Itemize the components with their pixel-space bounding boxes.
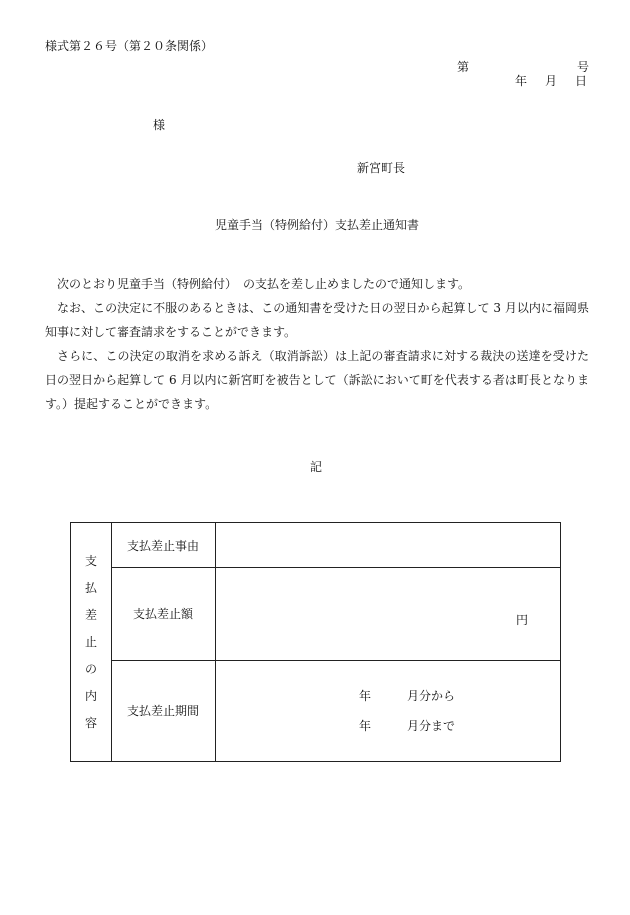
date-month-label: 月: [544, 74, 557, 88]
recipient-suffix: 様: [153, 118, 166, 132]
heading-char: 内: [84, 688, 97, 703]
date-year-label: 年: [514, 74, 527, 88]
ki-heading: 記: [310, 460, 323, 474]
period-to-month: 月分まで: [407, 719, 456, 733]
notice-body: [45, 272, 589, 416]
heading-char: 支: [84, 553, 97, 568]
amount-label: 支払差止額: [132, 607, 193, 621]
lawsuit-paragraph: さらに、この決定の取消を求める訴え（取消訴訟）は上記の審査請求に対する裁決の送達を受けた日の翌日から起算して 6 月以内に新宮町を被告として（訴訟において町を代表する者は町長となります。）提起することができます。: [45, 349, 589, 411]
period-to-year: 年: [359, 719, 372, 733]
details-vertical-heading: [71, 523, 111, 761]
issue-date: [515, 72, 587, 89]
reason-label: 支払差止事由: [126, 538, 199, 553]
period-from-month: 月分から: [407, 689, 456, 703]
heading-char: 止: [84, 634, 97, 649]
document-title: 児童手当（特例給付）支払差止通知書: [215, 218, 420, 232]
amount-unit: 円: [516, 613, 529, 627]
form-number: 様式第２６号（第２０条関係）: [45, 39, 214, 53]
heading-char: 払: [84, 580, 97, 595]
document-number-suffix: 号: [577, 60, 590, 74]
heading-char: 容: [84, 715, 97, 730]
sender-name: 新宮町長: [357, 161, 406, 175]
period-label: 支払差止期間: [126, 704, 199, 718]
period-from-year: 年: [359, 689, 372, 703]
document-number-prefix: 第: [457, 60, 470, 74]
heading-char: 差: [84, 607, 97, 622]
heading-char: の: [84, 661, 97, 676]
suspension-details-table: [70, 522, 561, 762]
table-divider: [215, 523, 216, 761]
appeal-paragraph: なお、この決定に不服のあるときは、この通知書を受けた日の翌日から起算して 3 月以内に福岡県知事に対して審査請求をすることができます。: [45, 301, 589, 339]
date-day-label: 日: [574, 74, 587, 88]
notice-paragraph: 次のとおり児童手当（特例給付） の支払を差し止めましたので通知します。: [57, 277, 471, 291]
